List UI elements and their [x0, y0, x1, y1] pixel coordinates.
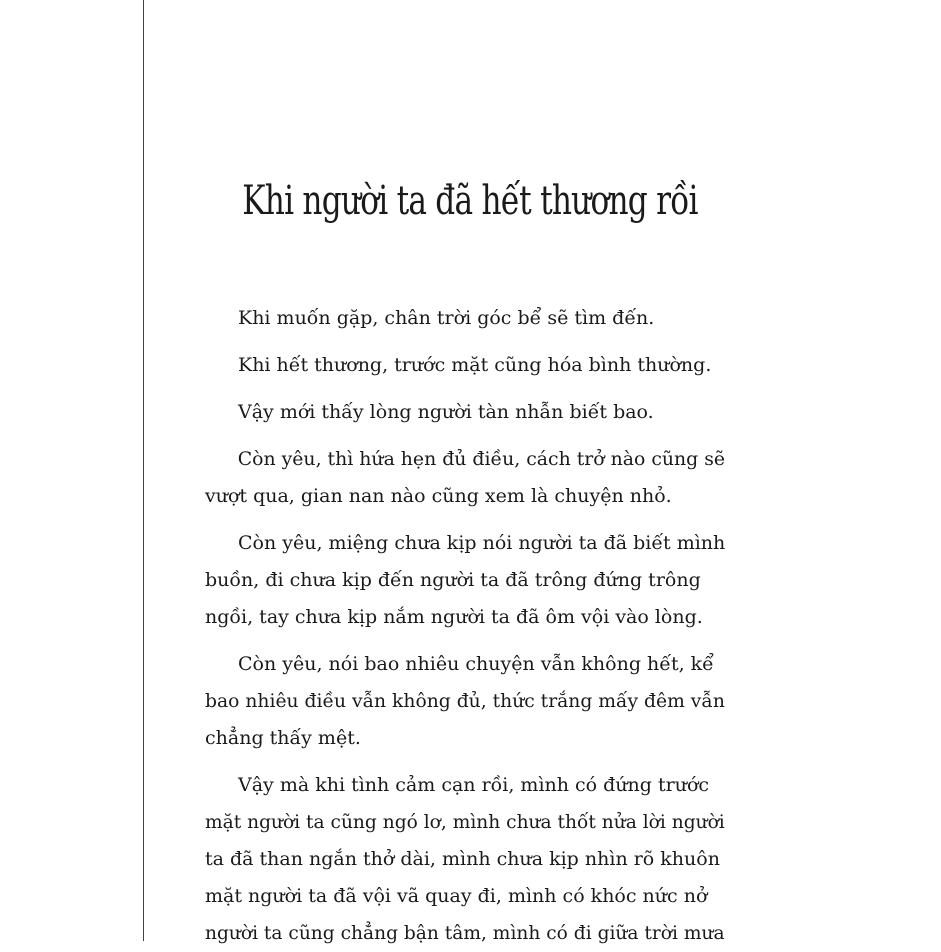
paragraph: [205, 646, 725, 757]
text-line: Vậy mà khi tình cảm cạn rồi, mình có đứng trước: [238, 774, 710, 796]
text-line: chẳng thấy mệt.: [205, 727, 361, 749]
text-line: mặt người ta cũng ngó lơ, mình chưa thốt nửa lời người: [205, 811, 725, 833]
text-line: Còn yêu, thì hứa hẹn đủ điều, cách trở nào cũng sẽ: [237, 448, 726, 470]
text-line: mặt người ta đã vội vã quay đi, mình có khóc nức nở: [205, 885, 708, 907]
paragraph: [205, 525, 725, 636]
text-line: vượt qua, gian nan nào cũng xem là chuyện nhỏ.: [205, 485, 672, 507]
paragraph: [205, 347, 725, 384]
text-line: bao nhiêu điều vẫn không đủ, thức trắng mấy đêm vẫn: [205, 690, 725, 712]
text-line: ta đã than ngắn thở dài, mình chưa kịp nhìn rõ khuôn: [205, 848, 720, 870]
text-line: Còn yêu, miệng chưa kịp nói người ta đã biết mình: [238, 532, 726, 554]
text-line: Vậy mới thấy lòng người tàn nhẫn biết bao.: [238, 401, 654, 423]
paragraph: [205, 767, 725, 952]
text-line: Khi muốn gặp, chân trời góc bể sẽ tìm đến.: [238, 307, 655, 329]
body-text: [205, 300, 725, 952]
text-line: Còn yêu, nói bao nhiêu chuyện vẫn không hết, kể: [238, 653, 714, 675]
page-edge-line: [143, 0, 144, 941]
chapter-title: Khi người ta đã hết thương rồi: [242, 178, 698, 224]
paragraph: [205, 394, 725, 431]
paragraph: [205, 441, 725, 515]
text-line: ngồi, tay chưa kịp nắm người ta đã ôm vội vào lòng.: [205, 606, 703, 628]
text-line: Khi hết thương, trước mặt cũng hóa bình thường.: [238, 354, 712, 376]
paragraph: [205, 300, 725, 337]
text-line: người ta cũng chẳng bận tâm, mình có đi giữa trời mưa: [205, 922, 725, 944]
text-line: buồn, đi chưa kịp đến người ta đã trông đứng trông: [205, 569, 701, 591]
